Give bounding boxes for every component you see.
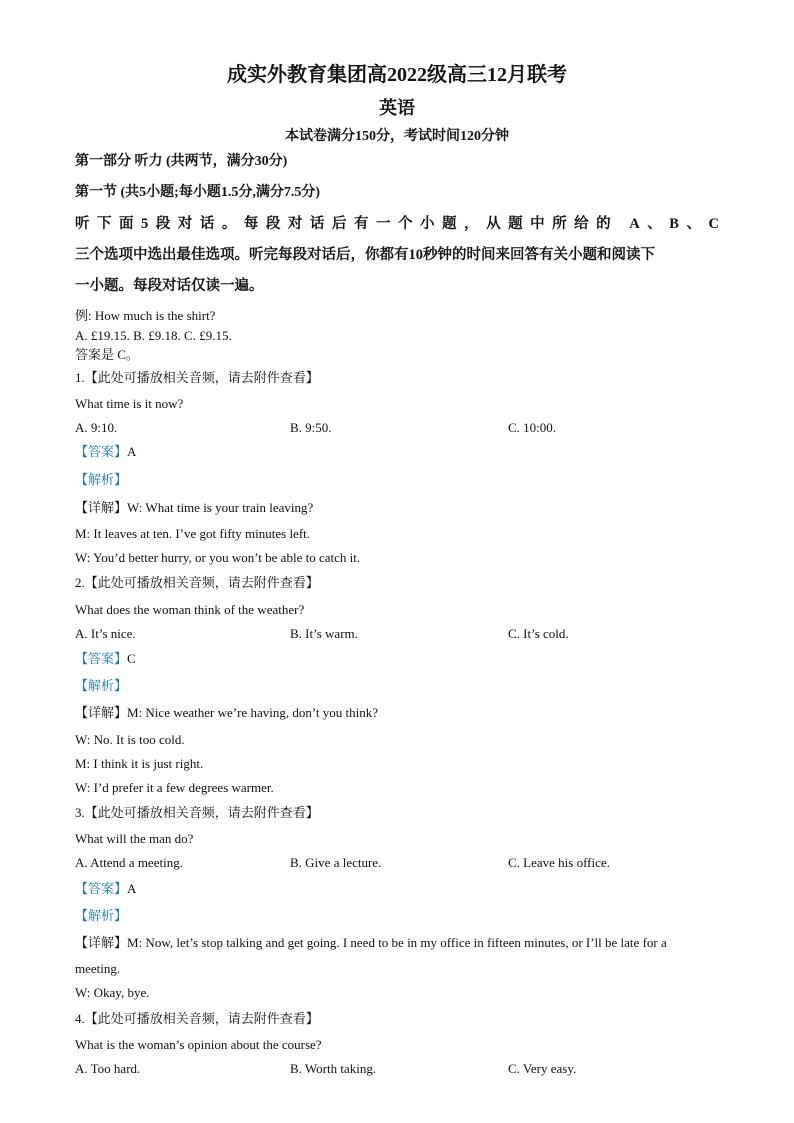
q4-option-a: A. Too hard.	[75, 1061, 141, 1076]
part1-heading: 第一部分 听力 (共两节，满分30分)	[75, 154, 288, 169]
dialogue-line: meeting.	[75, 961, 121, 976]
q3-analysis-tag: 【解析】	[75, 908, 128, 923]
q2-answer	[75, 651, 136, 667]
q2-analysis-tag: 【解析】	[75, 678, 128, 693]
q3-option-a: A. Attend a meeting.	[75, 855, 183, 870]
q2-option-b: B. It’s warm.	[290, 626, 358, 641]
q3-option-c: C. Leave his office.	[508, 855, 610, 870]
detail-tag: 【详解】	[75, 500, 128, 515]
q3-question: What will the man do?	[75, 831, 194, 846]
answer-tag: 【答案】	[75, 444, 128, 459]
answer-value: A	[127, 881, 137, 896]
q2-option-c: C. It’s cold.	[508, 626, 569, 641]
detail-tag: 【详解】	[75, 935, 128, 950]
q4-question: What is the woman’s opinion about the course?	[75, 1037, 322, 1052]
subject-title: 英语	[379, 98, 415, 118]
answer-value: C	[127, 651, 136, 666]
example-options: A. £19.15. B. £9.18. C. £9.15.	[75, 328, 232, 343]
q1-audio-prompt[interactable]: 1.【此处可播放相关音频，请去附件查看】	[75, 370, 319, 385]
q1-option-a: A. 9:10.	[75, 420, 118, 435]
example-question: 例: How much is the shirt?	[75, 308, 216, 323]
answer-tag: 【答案】	[75, 651, 128, 666]
answer-value: A	[127, 444, 137, 459]
exam-title: 成实外教育集团高2022级高三12月联考	[227, 64, 567, 86]
q3-audio-prompt[interactable]: 3.【此处可播放相关音频，请去附件查看】	[75, 805, 319, 820]
dialogue-line: W: I’d prefer it a few degrees warmer.	[75, 780, 274, 795]
q2-option-a: A. It’s nice.	[75, 626, 136, 641]
dialogue-line: W: No. It is too cold.	[75, 732, 185, 747]
q2-question: What does the woman think of the weather?	[75, 602, 305, 617]
q1-answer	[75, 444, 136, 460]
dialogue-line: M: Nice weather we’re having, don’t you think?	[127, 705, 379, 720]
q1-question: What time is it now?	[75, 396, 184, 411]
q2-detail	[75, 705, 378, 721]
score-info: 本试卷满分150分，考试时间120分钟	[285, 129, 509, 144]
dialogue-line: M: It leaves at ten. I’ve got fifty minutes left.	[75, 526, 311, 541]
dialogue-line: M: I think it is just right.	[75, 756, 204, 771]
detail-tag: 【详解】	[75, 705, 128, 720]
q3-detail	[75, 935, 667, 951]
q3-option-b: B. Give a lecture.	[290, 855, 382, 870]
q4-option-b: B. Worth taking.	[290, 1061, 377, 1076]
answer-tag: 【答案】	[75, 881, 128, 896]
dialogue-line: M: Now, let’s stop talking and get going. I need to be in my office in fifteen minutes, or I’ll be late for a	[127, 935, 667, 950]
dialogue-line: W: What time is your train leaving?	[127, 500, 314, 515]
q4-audio-prompt[interactable]: 4.【此处可播放相关音频，请去附件查看】	[75, 1011, 319, 1026]
instructions-line-2: 三个选项中选出最佳选项。听完每段对话后，你都有10秒钟的时间来回答有关小题和阅读下	[75, 247, 655, 263]
example-answer: 答案是 C。	[75, 347, 139, 362]
dialogue-line: W: Okay, bye.	[75, 985, 150, 1000]
q3-answer	[75, 881, 136, 897]
instructions-line-1: 听下面5段对话。每段对话后有一个小题，从题中所给的 A、B、C	[75, 216, 719, 232]
q1-detail	[75, 500, 313, 516]
q1-option-b: B. 9:50.	[290, 420, 332, 435]
section1-heading: 第一节 (共5小题;每小题1.5分,满分7.5分)	[75, 185, 320, 200]
dialogue-line: W: You’d better hurry, or you won’t be able to catch it.	[75, 550, 361, 565]
q1-option-c: C. 10:00.	[508, 420, 557, 435]
q4-option-c: C. Very easy.	[508, 1061, 577, 1076]
q2-audio-prompt[interactable]: 2.【此处可播放相关音频，请去附件查看】	[75, 575, 319, 590]
instructions-line-3: 一小题。每段对话仅读一遍。	[75, 278, 264, 294]
q1-analysis-tag: 【解析】	[75, 472, 128, 487]
